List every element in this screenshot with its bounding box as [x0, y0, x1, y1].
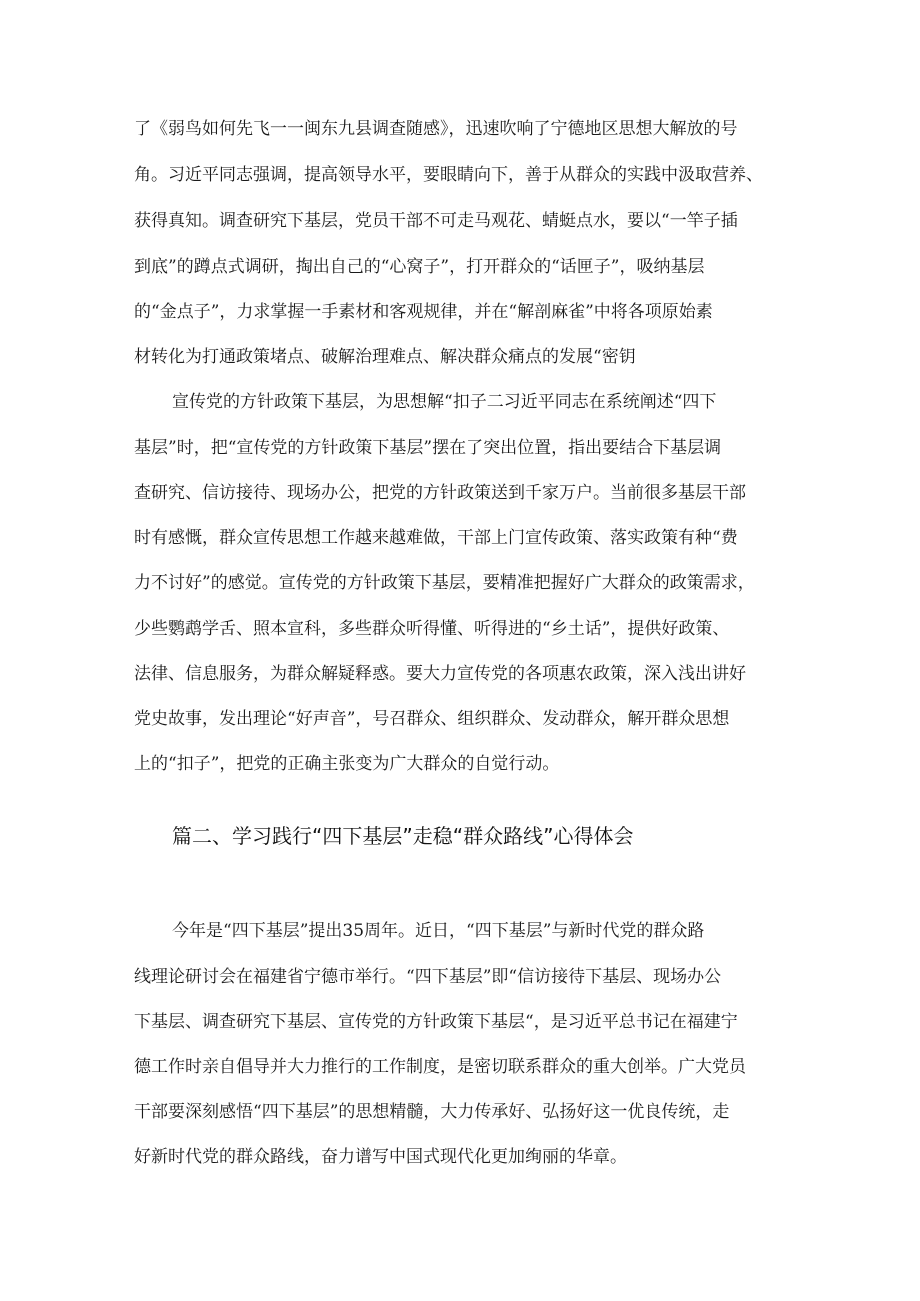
paragraph-3-line: 下基层、调查研究下基层、宣传党的方针政策下基层“，是习近平总书记在福建宁 [134, 1012, 738, 1032]
paragraph-2-line: 法律、信息服务，为群众解疑释惑。要大力宣传党的各项惠农政策，深入浅出讲好 [134, 664, 746, 684]
paragraph-2-line: 宣传党的方针政策下基层，为思想解“扣子二习近平同志在系统阐述“四下 [172, 392, 717, 412]
paragraph-3-line: 好新时代党的群众路线，奋力谱写中国式现代化更加绚丽的华章。 [134, 1147, 627, 1167]
paragraph-3-line: 线理论研讨会在福建省宁德市举行。“四下基层”即“信访接待下基层、现场办公 [134, 967, 722, 987]
paragraph-3-line: 今年是“四下基层”提出35周年。近日，“四下基层”与新时代党的群众路 [172, 921, 705, 941]
paragraph-1-line: 材转化为打通政策堵点、破解治理难点、解决群众痛点的发展“密钥 [134, 347, 636, 367]
paragraph-1-line: 角。习近平同志强调，提高领导水平，要眼睛向下，善于从群众的实践中汲取营养、 [134, 165, 763, 185]
paragraph-2-line: 基层”时，把“宣传党的方针政策下基层”摆在了突出位置，指出要结合下基层调 [134, 438, 722, 458]
paragraph-1-line: 到底”的蹲点式调研，掏出自己的“心窝子”，打开群众的“话匣子”，吸纳基层 [134, 257, 705, 277]
paragraph-1-line: 了《弱鸟如何先飞一一闽东九县调查随感》，迅速吹响了宁德地区思想大解放的号 [134, 119, 738, 139]
section-heading: 篇二、学习践行“四下基层”走稳“群众路线”心得体会 [172, 824, 634, 848]
paragraph-2-line: 党史故事，发出理论“好声音”，号召群众、组织群众、发动群众，解开群众思想 [134, 709, 730, 729]
paragraph-3-line: 德工作时亲自倡导并大力推行的工作制度，是密切联系群众的重大创举。广大党员 [134, 1057, 746, 1077]
paragraph-2-line: 时有感慨，群众宣传思想工作越来越难做，干部上门宣传政策、落实政策有种“费 [134, 528, 738, 548]
paragraph-1-line: 获得真知。调查研究下基层，党员干部不可走马观花、蜻蜓点水，要以“一竿子插 [134, 211, 738, 231]
paragraph-3-line: 干部要深刻感悟“四下基层”的思想精髓，大力传承好、弘扬好这一优良传统，走 [134, 1102, 730, 1122]
paragraph-1-line: 的“金点子”，力求掌握一手素材和客观规律，并在“解剖麻雀”中将各项原始素 [134, 302, 713, 322]
paragraph-2-line: 上的“扣子”，把党的正确主张变为广大群众的自觉行动。 [134, 754, 560, 774]
paragraph-2-line: 少些鹦鹉学舌、照本宣科，多些群众听得懂、听得进的“乡土话”，提供好政策、 [134, 619, 730, 639]
paragraph-2-line: 力不讨好”的感觉。宣传党的方针政策下基层，要精准把握好广大群众的政策需求， [134, 573, 755, 593]
paragraph-2-line: 查研究、信访接待、现场办公，把党的方针政策送到千家万户。当前很多基层干部 [134, 483, 746, 503]
